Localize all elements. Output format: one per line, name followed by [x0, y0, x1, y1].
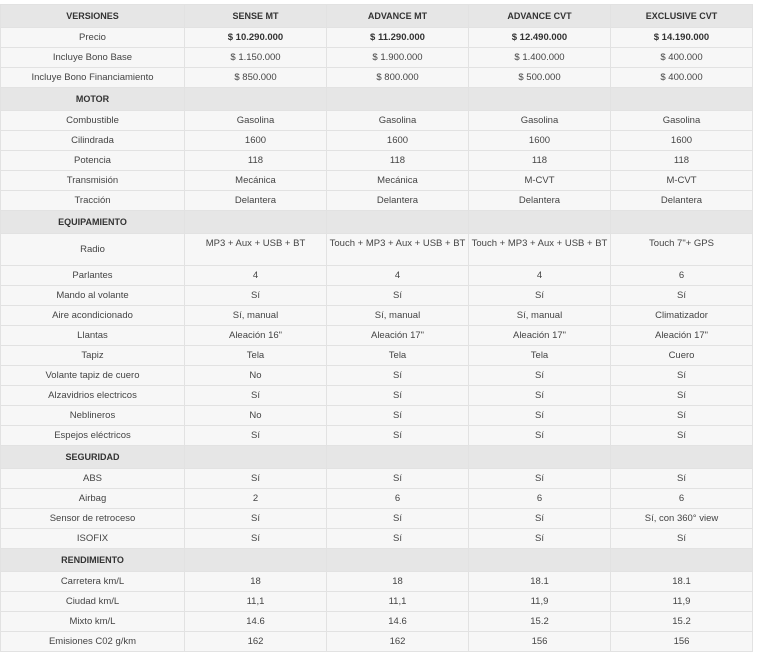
- table-row: [1, 111, 753, 131]
- section-empty-cell: [611, 549, 753, 572]
- value-cell: MP3 + Aux + USB + BT: [185, 234, 327, 266]
- value-cell: Sí: [611, 529, 753, 549]
- row-label: Precio: [1, 28, 185, 48]
- table-row: [1, 28, 753, 48]
- value-cell: Sí, manual: [469, 306, 611, 326]
- section-row-motor: [1, 88, 753, 111]
- specs-table-body: [1, 5, 753, 652]
- value-cell: Cuero: [611, 346, 753, 366]
- value-cell: $ 1.150.000: [185, 48, 327, 68]
- value-cell: 6: [611, 489, 753, 509]
- value-cell: Sí: [611, 386, 753, 406]
- specs-table: [0, 4, 753, 652]
- row-label: Combustible: [1, 111, 185, 131]
- value-cell: 4: [469, 266, 611, 286]
- section-empty-cell: [611, 446, 753, 469]
- value-cell: No: [185, 406, 327, 426]
- section-row-seguridad: [1, 446, 753, 469]
- row-label: Mixto km/L: [1, 612, 185, 632]
- row-label: Tapiz: [1, 346, 185, 366]
- table-row: [1, 489, 753, 509]
- table-row: [1, 346, 753, 366]
- value-cell: $ 400.000: [611, 68, 753, 88]
- section-title: RENDIMIENTO: [1, 549, 185, 572]
- section-empty-cell: [469, 549, 611, 572]
- table-row: [1, 469, 753, 489]
- section-empty-cell: [327, 549, 469, 572]
- section-empty-cell: [185, 549, 327, 572]
- table-row: [1, 131, 753, 151]
- value-cell: Delantera: [327, 191, 469, 211]
- row-label: ABS: [1, 469, 185, 489]
- value-cell: Mecánica: [185, 171, 327, 191]
- row-label: Llantas: [1, 326, 185, 346]
- table-row: [1, 306, 753, 326]
- value-cell: 156: [469, 632, 611, 652]
- value-cell: Sí: [327, 286, 469, 306]
- value-cell: Touch + MP3 + Aux + USB + BT: [327, 234, 469, 266]
- value-cell: Sí: [611, 286, 753, 306]
- section-empty-cell: [185, 446, 327, 469]
- value-cell: $ 11.290.000: [327, 28, 469, 48]
- value-cell: Aleación 17": [611, 326, 753, 346]
- row-label: Ciudad km/L: [1, 592, 185, 612]
- value-cell: $ 12.490.000: [469, 28, 611, 48]
- value-cell: Delantera: [469, 191, 611, 211]
- row-label: Carretera km/L: [1, 572, 185, 592]
- value-cell: Sí: [185, 386, 327, 406]
- table-row: [1, 326, 753, 346]
- value-cell: Sí: [185, 469, 327, 489]
- value-cell: Tela: [327, 346, 469, 366]
- value-cell: $ 14.190.000: [611, 28, 753, 48]
- value-cell: 11,9: [611, 592, 753, 612]
- section-empty-cell: [185, 211, 327, 234]
- value-cell: 1600: [185, 131, 327, 151]
- value-cell: Sí, con 360° view: [611, 509, 753, 529]
- value-cell: Sí: [469, 426, 611, 446]
- value-cell: 1600: [469, 131, 611, 151]
- table-row: [1, 612, 753, 632]
- section-title: MOTOR: [1, 88, 185, 111]
- value-cell: Touch 7"+ GPS: [611, 234, 753, 266]
- row-label: Tracción: [1, 191, 185, 211]
- value-cell: $ 850.000: [185, 68, 327, 88]
- value-cell: Sí: [185, 286, 327, 306]
- row-label: ISOFIX: [1, 529, 185, 549]
- section-empty-cell: [185, 88, 327, 111]
- version-header: SENSE MT: [185, 5, 327, 28]
- value-cell: Sí: [469, 509, 611, 529]
- value-cell: 4: [185, 266, 327, 286]
- value-cell: 6: [327, 489, 469, 509]
- value-cell: $ 800.000: [327, 68, 469, 88]
- section-empty-cell: [469, 211, 611, 234]
- table-row: [1, 426, 753, 446]
- row-label: Incluye Bono Base: [1, 48, 185, 68]
- row-label: Cilindrada: [1, 131, 185, 151]
- value-cell: 6: [469, 489, 611, 509]
- table-row: [1, 406, 753, 426]
- value-cell: Sí: [611, 426, 753, 446]
- value-cell: Gasolina: [469, 111, 611, 131]
- row-label: Parlantes: [1, 266, 185, 286]
- value-cell: 18.1: [611, 572, 753, 592]
- row-label: Volante tapiz de cuero: [1, 366, 185, 386]
- value-cell: Delantera: [611, 191, 753, 211]
- value-cell: 2: [185, 489, 327, 509]
- value-cell: Sí: [469, 469, 611, 489]
- row-label: Neblineros: [1, 406, 185, 426]
- value-cell: 14.6: [327, 612, 469, 632]
- value-cell: Sí: [469, 286, 611, 306]
- value-cell: 118: [611, 151, 753, 171]
- table-row: [1, 632, 753, 652]
- value-cell: Sí: [185, 426, 327, 446]
- section-title: EQUIPAMIENTO: [1, 211, 185, 234]
- value-cell: Sí: [327, 426, 469, 446]
- value-cell: Sí: [469, 386, 611, 406]
- value-cell: Aleación 17": [327, 326, 469, 346]
- row-label: Emisiones C02 g/km: [1, 632, 185, 652]
- version-header: ADVANCE CVT: [469, 5, 611, 28]
- table-row: [1, 191, 753, 211]
- value-cell: Sí: [327, 386, 469, 406]
- value-cell: Sí: [327, 469, 469, 489]
- value-cell: No: [185, 366, 327, 386]
- value-cell: 18.1: [469, 572, 611, 592]
- value-cell: Gasolina: [185, 111, 327, 131]
- section-empty-cell: [327, 446, 469, 469]
- value-cell: Sí: [327, 366, 469, 386]
- value-cell: $ 1.400.000: [469, 48, 611, 68]
- value-cell: Gasolina: [611, 111, 753, 131]
- value-cell: Sí, manual: [327, 306, 469, 326]
- value-cell: M-CVT: [611, 171, 753, 191]
- row-label: Radio: [1, 234, 185, 266]
- value-cell: Sí: [469, 406, 611, 426]
- table-header-row: [1, 5, 753, 28]
- section-empty-cell: [327, 88, 469, 111]
- value-cell: 15.2: [611, 612, 753, 632]
- row-label: Alzavidrios electricos: [1, 386, 185, 406]
- value-cell: 11,9: [469, 592, 611, 612]
- value-cell: 1600: [327, 131, 469, 151]
- value-cell: M-CVT: [469, 171, 611, 191]
- value-cell: Tela: [469, 346, 611, 366]
- value-cell: 118: [185, 151, 327, 171]
- value-cell: Gasolina: [327, 111, 469, 131]
- table-row: [1, 572, 753, 592]
- section-empty-cell: [611, 88, 753, 111]
- value-cell: Sí: [469, 529, 611, 549]
- value-cell: Sí: [185, 529, 327, 549]
- versions-header: VERSIONES: [1, 5, 185, 28]
- value-cell: $ 10.290.000: [185, 28, 327, 48]
- value-cell: Sí: [327, 529, 469, 549]
- row-label: Incluye Bono Financiamiento: [1, 68, 185, 88]
- table-row: [1, 171, 753, 191]
- value-cell: Sí: [611, 469, 753, 489]
- value-cell: 118: [327, 151, 469, 171]
- table-row: [1, 366, 753, 386]
- value-cell: 118: [469, 151, 611, 171]
- row-label: Airbag: [1, 489, 185, 509]
- section-row-rendimiento: [1, 549, 753, 572]
- table-row: [1, 592, 753, 612]
- value-cell: 162: [185, 632, 327, 652]
- row-label: Mando al volante: [1, 286, 185, 306]
- value-cell: 1600: [611, 131, 753, 151]
- value-cell: 11,1: [185, 592, 327, 612]
- version-header: EXCLUSIVE CVT: [611, 5, 753, 28]
- value-cell: Mecánica: [327, 171, 469, 191]
- row-label: Aire acondicionado: [1, 306, 185, 326]
- table-row: [1, 48, 753, 68]
- value-cell: Aleación 16": [185, 326, 327, 346]
- row-label: Espejos eléctricos: [1, 426, 185, 446]
- value-cell: Sí, manual: [185, 306, 327, 326]
- value-cell: $ 1.900.000: [327, 48, 469, 68]
- table-row: [1, 509, 753, 529]
- value-cell: Aleación 17": [469, 326, 611, 346]
- row-label: Potencia: [1, 151, 185, 171]
- value-cell: $ 400.000: [611, 48, 753, 68]
- version-header: ADVANCE MT: [327, 5, 469, 28]
- section-empty-cell: [611, 211, 753, 234]
- value-cell: 6: [611, 266, 753, 286]
- value-cell: Sí: [611, 366, 753, 386]
- table-row: [1, 529, 753, 549]
- table-row: [1, 386, 753, 406]
- value-cell: 4: [327, 266, 469, 286]
- section-empty-cell: [469, 446, 611, 469]
- value-cell: 15.2: [469, 612, 611, 632]
- value-cell: Sí: [469, 366, 611, 386]
- value-cell: $ 500.000: [469, 68, 611, 88]
- value-cell: 156: [611, 632, 753, 652]
- value-cell: 14.6: [185, 612, 327, 632]
- value-cell: Sí: [611, 406, 753, 426]
- value-cell: Sí: [185, 509, 327, 529]
- table-row: [1, 234, 753, 266]
- value-cell: Sí: [327, 406, 469, 426]
- value-cell: 11,1: [327, 592, 469, 612]
- row-label: Transmisión: [1, 171, 185, 191]
- value-cell: Delantera: [185, 191, 327, 211]
- table-row: [1, 266, 753, 286]
- table-row: [1, 286, 753, 306]
- section-title: SEGURIDAD: [1, 446, 185, 469]
- value-cell: 18: [327, 572, 469, 592]
- value-cell: Tela: [185, 346, 327, 366]
- value-cell: 18: [185, 572, 327, 592]
- value-cell: 162: [327, 632, 469, 652]
- section-empty-cell: [327, 211, 469, 234]
- table-row: [1, 68, 753, 88]
- value-cell: Climatizador: [611, 306, 753, 326]
- section-empty-cell: [469, 88, 611, 111]
- value-cell: Sí: [327, 509, 469, 529]
- table-row: [1, 151, 753, 171]
- section-row-equipamiento: [1, 211, 753, 234]
- value-cell: Touch + MP3 + Aux + USB + BT: [469, 234, 611, 266]
- row-label: Sensor de retroceso: [1, 509, 185, 529]
